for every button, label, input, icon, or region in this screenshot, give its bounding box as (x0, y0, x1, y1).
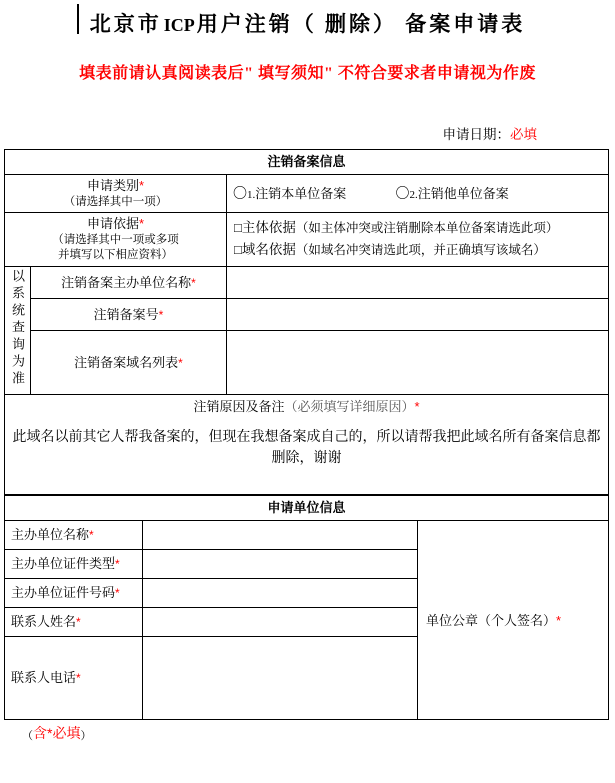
required-star: * (556, 613, 562, 629)
title-block (0, 0, 615, 38)
option-number: 2. (409, 189, 418, 202)
vertical-label-text: 以系统查询为准 (10, 268, 25, 388)
label-cancel-domain-list (31, 331, 227, 395)
required-star: * (89, 527, 94, 542)
title-prefix: 北京市 (89, 12, 162, 36)
reason-heading-main: 注销原因及备注 (193, 399, 285, 415)
table-row (5, 175, 609, 213)
checkbox-option-subject-basis[interactable] (230, 217, 605, 239)
value-contact-phone[interactable] (143, 636, 418, 719)
radio-circle-icon: 〇 (395, 185, 410, 202)
apply-basis-options-cell (227, 213, 609, 267)
apply-basis-note-line2: 并填写以下相应资料） (58, 249, 173, 262)
page-title (90, 8, 526, 38)
radio-option-cancel-own[interactable] (233, 184, 346, 203)
seal-cell[interactable] (418, 520, 609, 719)
apply-basis-label: 申请依据 (86, 216, 139, 232)
section-heading-applicant: 申请单位信息 (5, 495, 609, 520)
table-row (5, 331, 609, 395)
label-cancel-sponsor-name (31, 266, 227, 298)
row-label: 联系人电话 (11, 669, 77, 685)
required-star: * (115, 556, 120, 571)
required-star: * (76, 614, 81, 629)
label-cancel-record-number (31, 299, 227, 331)
checkbox-label: 域名依据 (241, 242, 296, 258)
required-star: * (414, 399, 420, 415)
vertical-label-cell (5, 266, 31, 395)
required-star: * (158, 307, 164, 322)
value-sponsor-cert-number[interactable] (143, 578, 418, 607)
checkbox-option-domain-basis[interactable] (230, 239, 605, 261)
subtitle-warning: 填表前请认真阅读表后" 填写须知" 不符合要求者申请视为作废 (79, 65, 536, 82)
row-label: 主办单位证件号码 (11, 584, 116, 600)
table-row (5, 299, 609, 331)
option-label: 注销本单位备案 (255, 186, 347, 202)
title-left-rule (77, 4, 79, 34)
table-row (5, 520, 609, 549)
apply-basis-label-cell (5, 213, 227, 267)
value-cancel-domain-list[interactable] (227, 331, 609, 395)
label-sponsor-cert-number (5, 578, 143, 607)
label-contact-phone (5, 636, 143, 719)
applicant-info-table (4, 495, 609, 720)
checkbox-note: （如域名冲突请选此项，并正确填写该域名） (295, 243, 546, 258)
apply-date-label: 申请日期： (442, 127, 510, 142)
required-star: * (178, 356, 183, 371)
table-row (5, 395, 609, 495)
option-number: 1. (247, 189, 256, 202)
row-label: 主办单位名称 (11, 526, 90, 542)
sponsor-name-clipped-text (143, 532, 417, 538)
table-row (5, 266, 609, 298)
footnote-paren-open: （ (22, 729, 33, 742)
option-label: 注销他单位备案 (417, 186, 509, 202)
title-icp-text: ICP (163, 15, 195, 35)
value-cancel-record-number[interactable] (227, 299, 609, 331)
required-star: * (76, 670, 81, 685)
value-contact-name[interactable] (143, 607, 418, 636)
apply-type-label-cell (5, 175, 227, 213)
value-sponsor-name[interactable] (143, 520, 418, 549)
apply-date-line (0, 123, 615, 143)
label-sponsor-cert-type (5, 549, 143, 578)
checkbox-note: （如主体冲突或注销删除本单位备案请选此项） (295, 221, 559, 236)
row-label: 主办单位证件类型 (11, 555, 116, 571)
reason-heading-note: （必须填写详细原因） (284, 399, 415, 415)
table-row (5, 213, 609, 267)
required-star: * (138, 216, 145, 232)
apply-type-options-cell (227, 175, 609, 213)
table-row (5, 495, 609, 520)
apply-type-label: 申请类别 (86, 178, 139, 193)
apply-type-note: （请选择其中一项） (63, 195, 168, 208)
row-label: 联系人姓名 (11, 613, 77, 629)
reason-heading (5, 395, 609, 495)
row-label: 注销备案号 (93, 306, 159, 322)
title-suffix: 用户注销（ 删除） 备案申请表 (196, 12, 526, 36)
apply-date-value[interactable]: 必填 (510, 127, 537, 142)
seal-label: 单位公章（个人签名） (426, 613, 557, 629)
apply-basis-note-line1: （请选择其中一项或多项 (52, 233, 179, 246)
value-cancel-sponsor-name[interactable] (227, 266, 609, 298)
reason-text[interactable]: 此域名以前其它人帮我备案的，但现在我想备案成自己的，所以请帮我把此域名所有备案信息都删除，谢谢 (12, 427, 601, 465)
row-label: 注销备案主办单位名称 (61, 274, 192, 290)
value-sponsor-cert-type[interactable] (143, 549, 418, 578)
label-contact-name (5, 607, 143, 636)
table-row (5, 150, 609, 175)
required-star: * (138, 178, 145, 193)
footnote-text: 含*必填 (33, 724, 81, 741)
radio-option-cancel-other[interactable] (396, 184, 509, 203)
row-label: 注销备案域名列表 (74, 355, 179, 371)
section-heading-cancel: 注销备案信息 (5, 150, 609, 175)
required-star: * (115, 585, 120, 600)
cancel-record-table (4, 149, 609, 495)
radio-circle-icon: 〇 (233, 185, 247, 202)
footnote-required-note (22, 723, 615, 743)
label-sponsor-name (5, 520, 143, 549)
checkbox-icon: □ (234, 242, 242, 258)
required-star: * (191, 275, 196, 290)
checkbox-label: 主体依据 (241, 220, 296, 236)
footnote-paren-close: ） (80, 729, 92, 742)
checkbox-icon: □ (234, 220, 242, 236)
